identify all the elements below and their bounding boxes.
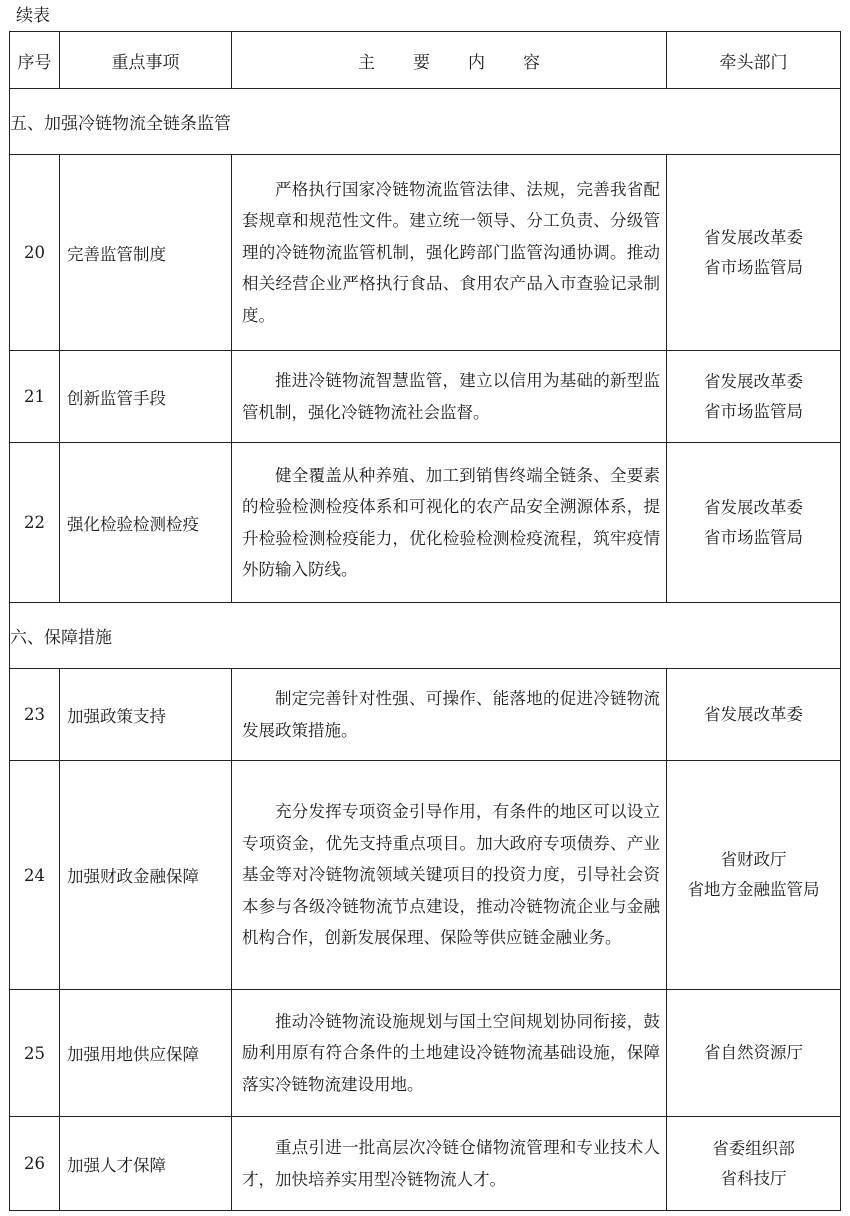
row-topic: 完善监管制度 bbox=[60, 155, 232, 351]
row-content-text: 充分发挥专项资金引导作用，有条件的地区可以设立专项资金，优先支持重点项目。加大政府专项债券、产业基金等对冷链物流领域关键项目的投资力度，引导社会资本参与各级冷链物流节点建设，推动冷链物流企业与金融机构合作，创新发展保理、保险等供应链金融业务。 bbox=[242, 802, 660, 948]
row-depts bbox=[667, 1117, 841, 1211]
row-depts bbox=[667, 351, 841, 443]
key-tasks-table bbox=[9, 31, 841, 1211]
header-dept: 牵头部门 bbox=[667, 32, 841, 89]
row-dept: 省市场监管局 bbox=[704, 527, 803, 547]
row-dept: 省市场监管局 bbox=[704, 401, 803, 421]
row-dept: 省发展改革委 bbox=[704, 497, 803, 517]
row-dept: 省发展改革委 bbox=[704, 371, 803, 391]
row-dept: 省财政厅 bbox=[720, 850, 787, 869]
row-topic: 创新监管手段 bbox=[60, 351, 232, 443]
row-content bbox=[232, 990, 667, 1117]
table-row bbox=[10, 990, 841, 1117]
row-number: 22 bbox=[10, 443, 60, 603]
row-depts bbox=[667, 990, 841, 1117]
row-depts bbox=[667, 761, 841, 990]
row-topic: 强化检验检测检疫 bbox=[60, 443, 232, 603]
row-dept: 省市场监管局 bbox=[704, 257, 803, 277]
row-number: 26 bbox=[10, 1117, 60, 1211]
table-row bbox=[10, 761, 841, 990]
row-dept: 省自然资源厅 bbox=[704, 1043, 803, 1062]
row-dept: 省发展改革委 bbox=[704, 704, 803, 724]
row-depts bbox=[667, 669, 841, 761]
row-content-text: 推动冷链物流设施规划与国土空间规划协同衔接，鼓励利用原有符合条件的土地建设冷链物流基础设施，保障落实冷链物流建设用地。 bbox=[242, 1011, 660, 1094]
section-title: 六、保障措施 bbox=[10, 603, 841, 669]
table-header-row bbox=[10, 32, 841, 89]
row-dept: 省发展改革委 bbox=[704, 227, 803, 247]
table-row bbox=[10, 669, 841, 761]
row-content-text: 推进冷链物流智慧监管，建立以信用为基础的新型监管机制，强化冷链物流社会监督。 bbox=[242, 371, 660, 422]
header-topic: 重点事项 bbox=[60, 32, 232, 89]
row-number: 24 bbox=[10, 761, 60, 990]
row-depts bbox=[667, 443, 841, 603]
row-topic: 加强用地供应保障 bbox=[60, 990, 232, 1117]
row-dept: 省科技厅 bbox=[720, 1168, 787, 1188]
row-content-text: 制定完善针对性强、可操作、能落地的促进冷链物流发展政策措施。 bbox=[242, 689, 660, 740]
row-topic: 加强人才保障 bbox=[60, 1117, 232, 1211]
row-content bbox=[232, 443, 667, 603]
row-number: 25 bbox=[10, 990, 60, 1117]
table-caption: 续表 bbox=[16, 6, 50, 26]
table-row bbox=[10, 351, 841, 443]
row-dept: 省地方金融监管局 bbox=[687, 880, 820, 899]
row-content bbox=[232, 761, 667, 990]
row-content bbox=[232, 155, 667, 351]
row-number: 21 bbox=[10, 351, 60, 443]
row-content bbox=[232, 351, 667, 443]
table-row bbox=[10, 443, 841, 603]
table-row bbox=[10, 155, 841, 351]
row-content bbox=[232, 669, 667, 761]
row-content-text: 重点引进一批高层次冷链仓储物流管理和专业技术人才，加快培养实用型冷链物流人才。 bbox=[242, 1138, 660, 1189]
row-topic: 加强财政金融保障 bbox=[60, 761, 232, 990]
section-title: 五、加强冷链物流全链条监管 bbox=[10, 89, 841, 155]
table-row bbox=[10, 1117, 841, 1211]
section-row bbox=[10, 89, 841, 155]
row-number: 20 bbox=[10, 155, 60, 351]
row-depts bbox=[667, 155, 841, 351]
row-dept: 省委组织部 bbox=[712, 1138, 795, 1158]
section-row bbox=[10, 603, 841, 669]
header-content: 主要内容 bbox=[232, 32, 667, 89]
row-content bbox=[232, 1117, 667, 1211]
header-num: 序号 bbox=[10, 32, 60, 89]
row-content-text: 严格执行国家冷链物流监管法律、法规，完善我省配套规章和规范性文件。建立统一领导、分工负责、分级管理的冷链物流监管机制，强化跨部门监管沟通协调。推动相关经营企业严格执行食品、食用农产品入市查验记录制度。 bbox=[242, 179, 660, 325]
row-topic: 加强政策支持 bbox=[60, 669, 232, 761]
row-content-text: 健全覆盖从种养殖、加工到销售终端全链条、全要素的检验检测检疫体系和可视化的农产品安全溯源体系，提升检验检测检疫能力，优化检验检测检疫流程，筑牢疫情外防输入防线。 bbox=[242, 465, 660, 579]
row-number: 23 bbox=[10, 669, 60, 761]
